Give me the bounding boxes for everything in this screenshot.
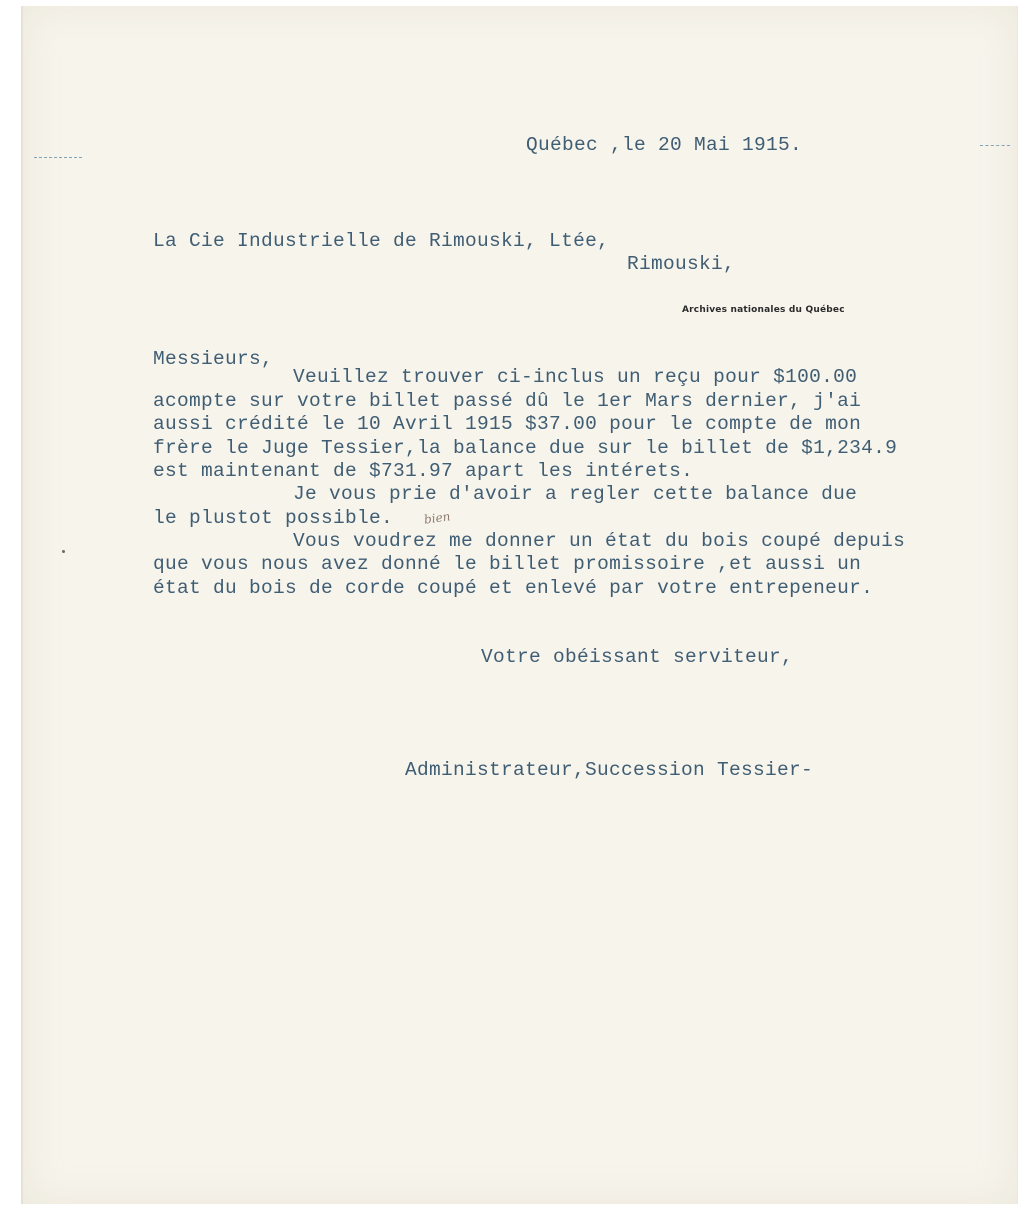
- body-line: le plustot possible.: [153, 507, 394, 529]
- fold-mark-left: [34, 157, 82, 158]
- signature-title: Administrateur,Succession Tessier-: [405, 759, 814, 781]
- handwritten-note: bien: [423, 509, 452, 527]
- letter-sheet: [21, 6, 1018, 1204]
- recipient-city: Rimouski,: [627, 253, 736, 275]
- body-line: Vous voudrez me donner un état du bois coupé depuis: [293, 530, 906, 552]
- closing: Votre obéissant serviteur,: [481, 646, 794, 668]
- archive-stamp: Archives nationales du Québec: [682, 305, 845, 315]
- body-line: frère le Juge Tessier,la balance due sur le billet de $1,234.9: [153, 437, 898, 459]
- body-line: est maintenant de $731.97 apart les intérets.: [153, 460, 694, 482]
- body-line: que vous nous avez donné le billet promissoire ,et aussi un: [153, 553, 862, 575]
- body-line: acompte sur votre billet passé dû le 1er Mars dernier, j'ai: [153, 390, 862, 412]
- body-line: état du bois de corde coupé et enlevé par votre entrepeneur.: [153, 577, 874, 599]
- body-line: Veuillez trouver ci-inclus un reçu pour $100.00: [293, 366, 858, 388]
- date-line: Québec ,le 20 Mai 1915.: [526, 134, 803, 156]
- salutation: Messieurs,: [153, 348, 274, 370]
- fold-mark-right: [980, 145, 1010, 146]
- paper-speck: [62, 550, 65, 553]
- recipient-name: La Cie Industrielle de Rimouski, Ltée,: [153, 230, 610, 252]
- body-line: Je vous prie d'avoir a regler cette balance due: [293, 483, 858, 505]
- body-line: aussi crédité le 10 Avril 1915 $37.00 pour le compte de mon: [153, 413, 862, 435]
